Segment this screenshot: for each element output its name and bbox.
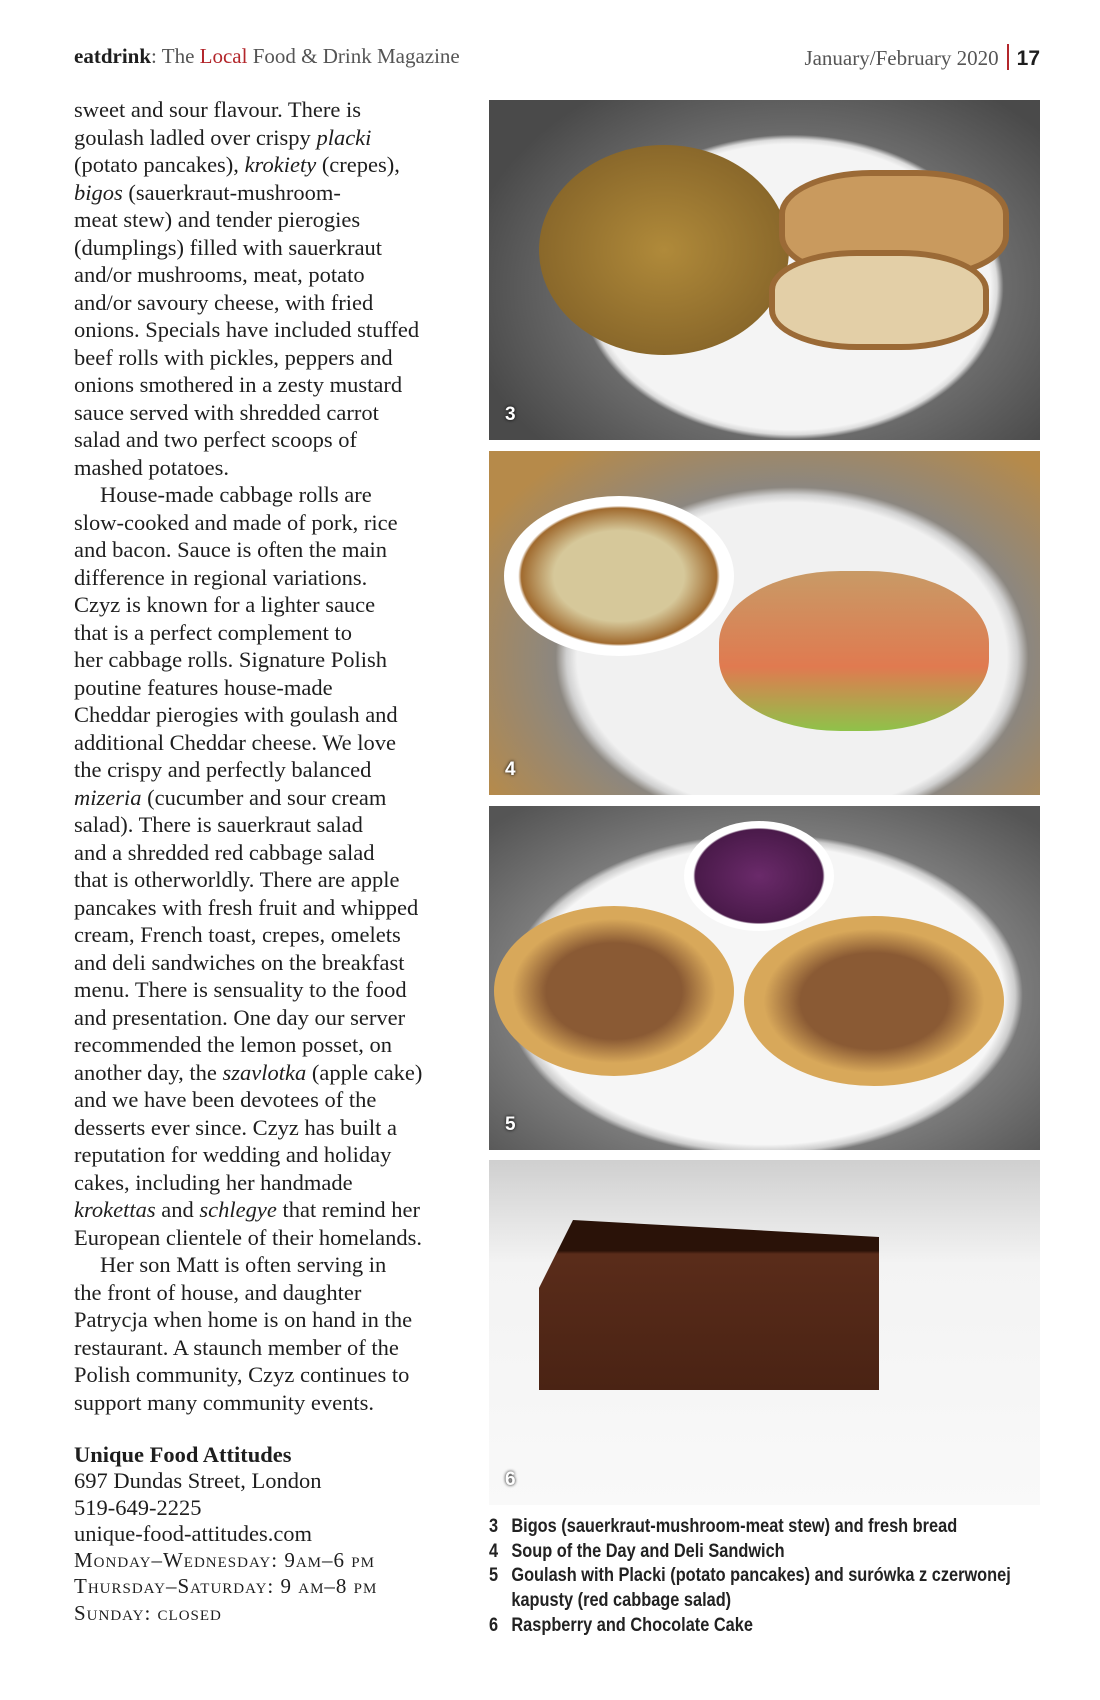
text-segment: another day, the [74, 1059, 223, 1085]
page-number: 17 [1016, 47, 1040, 70]
text-line [74, 151, 474, 179]
caption-text: Bigos (sauerkraut-mushroom-meat stew) and fresh bread [511, 1516, 958, 1537]
text-segment: pancakes with fresh fruit and whipped [74, 894, 419, 920]
red-cabbage-salad [684, 821, 834, 931]
text-segment: (potato pancakes), [74, 152, 245, 177]
text-segment: and bacon. Sauce is often the main [74, 537, 388, 562]
sandwich [719, 571, 989, 731]
text-line [74, 949, 474, 977]
text-line [74, 124, 474, 152]
photo-number: 5 [505, 1114, 516, 1135]
caption-text: Raspberry and Chocolate Cake [511, 1614, 753, 1636]
text-segment: difference in regional variations. [74, 564, 368, 590]
text-segment: restaurant. A staunch member of the [74, 1334, 399, 1360]
text-line [74, 811, 474, 839]
photo-cake [489, 1160, 1040, 1505]
business-address: 697 Dundas Street, London [74, 1468, 322, 1494]
text-segment: her cabbage rolls. Signature Polish [74, 647, 388, 672]
text-line [74, 976, 474, 1004]
text-segment: mashed potatoes. [74, 454, 229, 480]
business-info [74, 1442, 377, 1626]
text-line [74, 674, 474, 702]
text-segment: Her son Matt is often serving in [100, 1252, 387, 1277]
brand-drink: drink [100, 44, 152, 68]
text-segment: (sauerkraut-mushroom- [122, 179, 341, 205]
bigos-pile [539, 145, 789, 355]
text-segment: the front of house, and daughter [74, 1279, 362, 1305]
text-line [74, 1361, 474, 1389]
text-line [74, 234, 474, 262]
text-segment: support many community events. [74, 1389, 374, 1415]
italic-term: mizeria [74, 784, 142, 810]
text-line [74, 756, 474, 784]
photo-number: 4 [505, 759, 516, 780]
text-segment: that is otherworldly. There are apple [74, 867, 400, 892]
caption [489, 1515, 1048, 1540]
text-line [74, 1279, 474, 1307]
text-segment: and deli sandwiches on the breakfast [74, 949, 405, 975]
photo-number: 3 [505, 404, 516, 425]
text-line [74, 619, 474, 647]
text-segment: and/or savoury cheese, with fried [74, 289, 374, 315]
text-segment: sauce served with shredded carrot [74, 399, 379, 425]
text-segment: cream, French toast, crepes, omelets [74, 922, 401, 947]
title-part: : The [151, 44, 200, 68]
text-line [74, 921, 474, 949]
text-line [74, 1059, 474, 1087]
text-line [74, 839, 474, 867]
magazine-title [74, 44, 460, 69]
text-segment: and a shredded red cabbage salad [74, 839, 375, 865]
text-line [74, 206, 474, 234]
photo-goulash-placki [489, 806, 1040, 1150]
placki-goulash [494, 906, 734, 1076]
text-line [74, 1224, 474, 1252]
photo-bigos [489, 100, 1040, 440]
article-text [74, 96, 474, 1416]
title-rest: Food & Drink Magazine [247, 44, 460, 68]
text-segment: meat stew) and tender pierogies [74, 207, 361, 232]
divider [1007, 44, 1009, 70]
text-line [74, 1306, 474, 1334]
caption-text: Goulash with Placki (potato pancakes) and surówka z czerwonej kapusty (red cabbage salad) [511, 1565, 1011, 1612]
text-line [74, 784, 474, 812]
bread-slice [769, 250, 989, 350]
photo-number: 6 [505, 1469, 516, 1490]
text-segment: goulash ladled over crispy [74, 124, 317, 150]
italic-term: placki [316, 124, 372, 150]
text-segment: (cucumber and sour cream [141, 784, 387, 810]
text-line [74, 1251, 474, 1279]
text-line [74, 289, 474, 317]
caption-number: 4 [489, 1540, 499, 1562]
text-line [74, 481, 474, 509]
text-segment: salad). There is sauerkraut salad [74, 812, 363, 837]
issue-info [804, 44, 1040, 71]
text-segment: and we have been devotees of the [74, 1087, 377, 1112]
text-line [74, 1141, 474, 1169]
hours-line: Thursday–Saturday: 9 am–8 pm [74, 1574, 378, 1599]
text-segment: cakes, including her handmade [74, 1169, 353, 1195]
text-line [74, 344, 474, 372]
caption-text: Soup of the Day and Deli Sandwich [511, 1540, 785, 1562]
business-phone: 519-649-2225 [74, 1494, 202, 1520]
placki-goulash [744, 916, 1004, 1086]
text-segment: onions smothered in a zesty mustard [74, 372, 403, 397]
text-segment: Czyz is known for a lighter sauce [74, 592, 376, 617]
text-segment: desserts ever since. Czyz has built a [74, 1114, 398, 1140]
text-line [74, 646, 474, 674]
text-line [74, 1334, 474, 1362]
text-line [74, 1031, 474, 1059]
text-segment: that remind her [276, 1197, 420, 1222]
text-line [74, 564, 474, 592]
italic-term: schlegye [199, 1197, 277, 1222]
italic-term: szavlotka [222, 1059, 307, 1085]
text-segment: menu. There is sensuality to the food [74, 977, 407, 1002]
hours-line: Sunday: closed [74, 1600, 222, 1625]
text-segment: European clientele of their homelands. [74, 1224, 422, 1250]
text-line [74, 1196, 474, 1224]
text-line [74, 894, 474, 922]
text-segment: Cheddar pierogies with goulash and [74, 702, 398, 727]
text-segment: beef rolls with pickles, peppers and [74, 344, 393, 370]
text-line [74, 454, 474, 482]
hours-line: Monday–Wednesday: 9am–6 pm [74, 1548, 375, 1573]
text-segment: Patrycja when home is on hand in the [74, 1307, 413, 1332]
text-line [74, 729, 474, 757]
text-segment: poutine features house-made [74, 674, 333, 700]
text-segment: and presentation. One day our server [74, 1004, 406, 1030]
text-line [74, 591, 474, 619]
text-line [74, 1389, 474, 1417]
text-line [74, 96, 474, 124]
caption [489, 1614, 1048, 1639]
text-segment: reputation for wedding and holiday [74, 1142, 392, 1167]
text-segment: the crispy and perfectly balanced [74, 757, 372, 782]
text-line [74, 399, 474, 427]
text-segment: House-made cabbage rolls are [100, 482, 372, 507]
text-segment: onions. Specials have included stuffed [74, 317, 420, 342]
italic-term: krokiety [244, 152, 317, 177]
italic-term: bigos [74, 179, 123, 205]
text-segment: slow-cooked and made of pork, rice [74, 509, 398, 535]
text-line [74, 1169, 474, 1197]
caption-number: 5 [489, 1565, 499, 1587]
text-line [74, 536, 474, 564]
caption-number: 3 [489, 1516, 499, 1537]
photo-soup-sandwich [489, 451, 1040, 795]
text-line [74, 1086, 474, 1114]
text-line [74, 316, 474, 344]
cake-slice [539, 1220, 879, 1390]
text-line [74, 426, 474, 454]
text-segment: salad and two perfect scoops of [74, 427, 358, 452]
text-line [74, 179, 474, 207]
italic-term: krokettas [74, 1197, 156, 1222]
soup-bowl [504, 496, 734, 656]
issue-date: January/February 2020 [804, 46, 999, 70]
text-segment: (crepes), [316, 152, 400, 177]
text-line [74, 1004, 474, 1032]
title-local: Local [199, 44, 248, 68]
text-segment: sweet and sour flavour. There is [74, 97, 362, 122]
text-line [74, 866, 474, 894]
caption [489, 1540, 1048, 1565]
text-segment: additional Cheddar cheese. We love [74, 729, 397, 755]
text-segment: and/or mushrooms, meat, potato [74, 262, 365, 287]
text-segment: and [155, 1197, 200, 1222]
text-segment: (dumplings) filled with sauerkraut [74, 234, 383, 260]
business-website: unique-food-attitudes.com [74, 1520, 313, 1546]
text-line [74, 261, 474, 289]
caption [489, 1564, 1048, 1613]
text-line [74, 1114, 474, 1142]
caption-number: 6 [489, 1614, 499, 1636]
text-segment: that is a perfect complement to [74, 619, 353, 645]
text-line [74, 701, 474, 729]
brand-eat: eat [74, 44, 101, 68]
photo-captions [489, 1515, 1048, 1639]
text-segment: Polish community, Czyz continues to [74, 1362, 410, 1387]
text-line [74, 371, 474, 399]
business-name: Unique Food Attitudes [74, 1442, 292, 1467]
text-segment: recommended the lemon posset, on [74, 1032, 393, 1057]
text-line [74, 509, 474, 537]
text-segment: (apple cake) [306, 1059, 423, 1085]
